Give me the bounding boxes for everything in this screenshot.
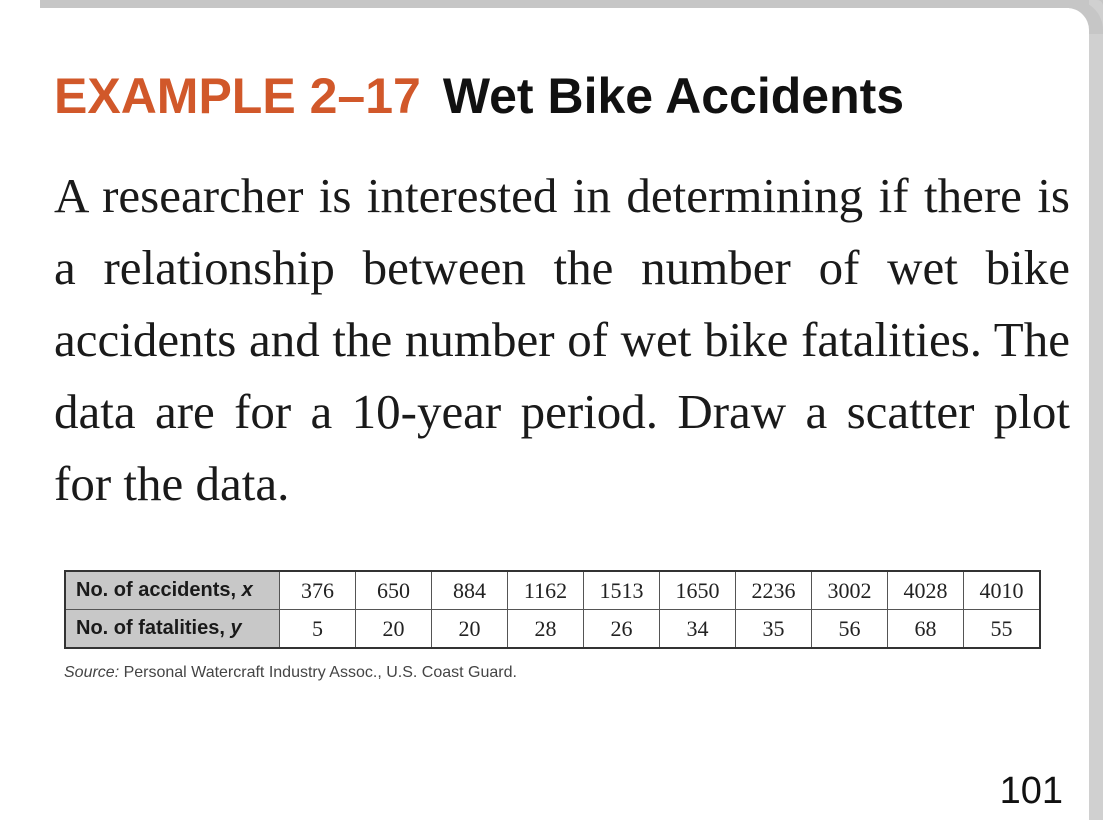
source-text: Personal Watercraft Industry Assoc., U.S. Coast Guard. (119, 664, 517, 681)
frame-edge (1089, 0, 1103, 820)
row-header-variable: y (230, 617, 242, 639)
row-header-variable: x (241, 579, 253, 601)
problem-statement: A researcher is interested in determining if there is a relationship between the number of wet bike accidents and the number of wet bike fatalities. The data are for a 10-year period. Draw a scatter plot for the data. (54, 168, 1070, 511)
frame-edge (40, 0, 1103, 8)
table-cell: 884 (432, 571, 508, 610)
data-table (64, 570, 1041, 649)
table-cell: 5 (280, 610, 356, 649)
table-cell: 55 (964, 610, 1041, 649)
page-number: 101 (999, 770, 1063, 812)
table-cell: 34 (660, 610, 736, 649)
source-note (64, 664, 517, 682)
table-cell: 28 (508, 610, 584, 649)
table-cell: 4028 (888, 571, 964, 610)
table-cell: 20 (356, 610, 432, 649)
table-cell: 1650 (660, 571, 736, 610)
example-title: Wet Bike Accidents (442, 68, 905, 124)
table-cell: 56 (812, 610, 888, 649)
source-label: Source: (64, 664, 120, 681)
example-heading (54, 66, 904, 126)
table-cell: 4010 (964, 571, 1041, 610)
table-row-fatalities (65, 610, 1040, 649)
table-cell: 68 (888, 610, 964, 649)
row-header (65, 571, 280, 610)
table-cell: 35 (736, 610, 812, 649)
row-header-label: No. of fatalities, (76, 617, 231, 639)
example-number: EXAMPLE 2–17 (54, 68, 421, 124)
row-header-label: No. of accidents, (76, 579, 242, 601)
table-cell: 2236 (736, 571, 812, 610)
table-cell: 26 (584, 610, 660, 649)
table-cell: 650 (356, 571, 432, 610)
table-cell: 20 (432, 610, 508, 649)
table-cell: 3002 (812, 571, 888, 610)
table-cell: 1513 (584, 571, 660, 610)
row-header (65, 610, 280, 649)
table-cell: 376 (280, 571, 356, 610)
table-row-accidents (65, 571, 1040, 610)
table-cell: 1162 (508, 571, 584, 610)
